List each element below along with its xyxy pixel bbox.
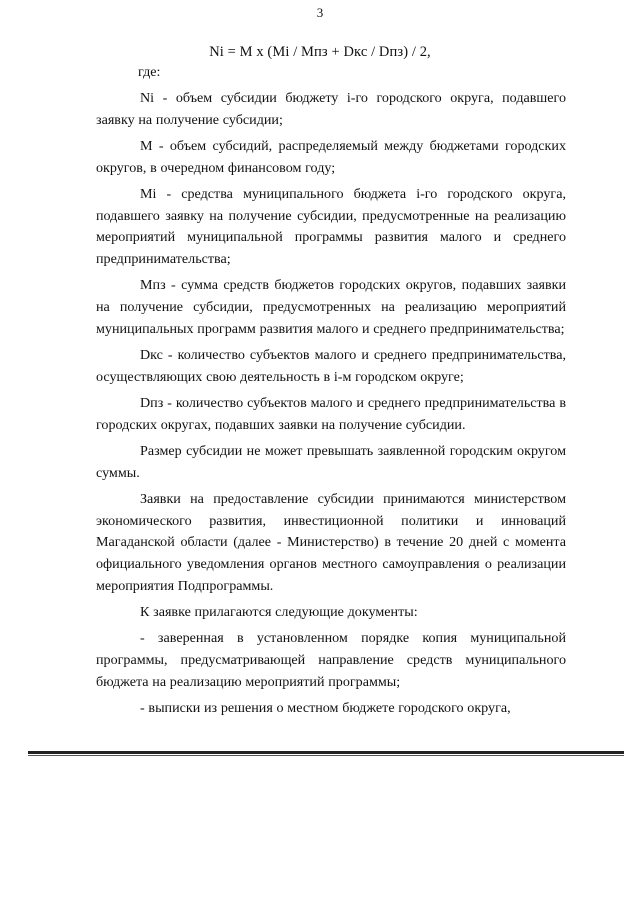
subsidy-formula: Ni = M x (Mi / Mпз + Dкс / Dпз) / 2, [209, 44, 431, 60]
paragraph-documents-intro: К заявке прилагаются следующие документы: [140, 604, 418, 620]
paragraph-subsidy-limit: Размер субсидии не может превышать заявленной городским округом суммы. [96, 442, 566, 481]
paragraph-dks-definition: Dкс - количество субъектов малого и среднего предпринимательства, осуществляющих свою деятельность в i-м городском округе; [96, 347, 566, 385]
paragraph-applications: Заявки на предоставление субсидии принимаются министерством экономического развития, инвестиционной политики и инноваций Магаданской области (далее - Министерство) в течение 20 дней с момента официального уведомления органов местного самоуправления о реализации мероприятия Подпрограммы. [96, 490, 566, 594]
paragraph-dpz-definition: Dпз - количество субъектов малого и среднего предпринимательства в городских округах, подавших заявки на получение субсидии. [96, 394, 566, 433]
body-text [96, 62, 566, 724]
paragraph-where: где: [138, 64, 161, 80]
paragraph-ni-definition: Ni - объем субсидии бюджету i-го городского округа, подавшего заявку на получение субсидии; [96, 90, 566, 128]
paragraph-mpz-definition: Mпз - сумма средств бюджетов городских округов, подавших заявки на получение субсидии, предусмотренных на реализацию мероприятий муниципальных программ развития малого и среднего предпринимательства; [96, 277, 566, 337]
paragraph-m-definition: M - объем субсидий, распределяемый между бюджетами городских округов, в очередном финансовом году; [96, 137, 566, 176]
bottom-divider [28, 751, 624, 754]
paragraph-document-budget-extract: - выписки из решения о местном бюджете городского округа, [140, 699, 511, 716]
paragraph-document-program-copy: - заверенная в установленном порядке копия муниципальной программы, предусматривающей направление средств муниципального бюджета на реализацию мероприятий программы; [96, 630, 566, 690]
paragraph-mi-definition: Mi - средства муниципального бюджета i-го городского округа, подавшего заявку на получение субсидии, предусмотренные на реализацию мероприятий муниципальной программы развития малого и среднего предпринимательства; [96, 185, 566, 268]
page-number: 3 [316, 5, 324, 20]
bottom-divider-thin [28, 755, 624, 756]
